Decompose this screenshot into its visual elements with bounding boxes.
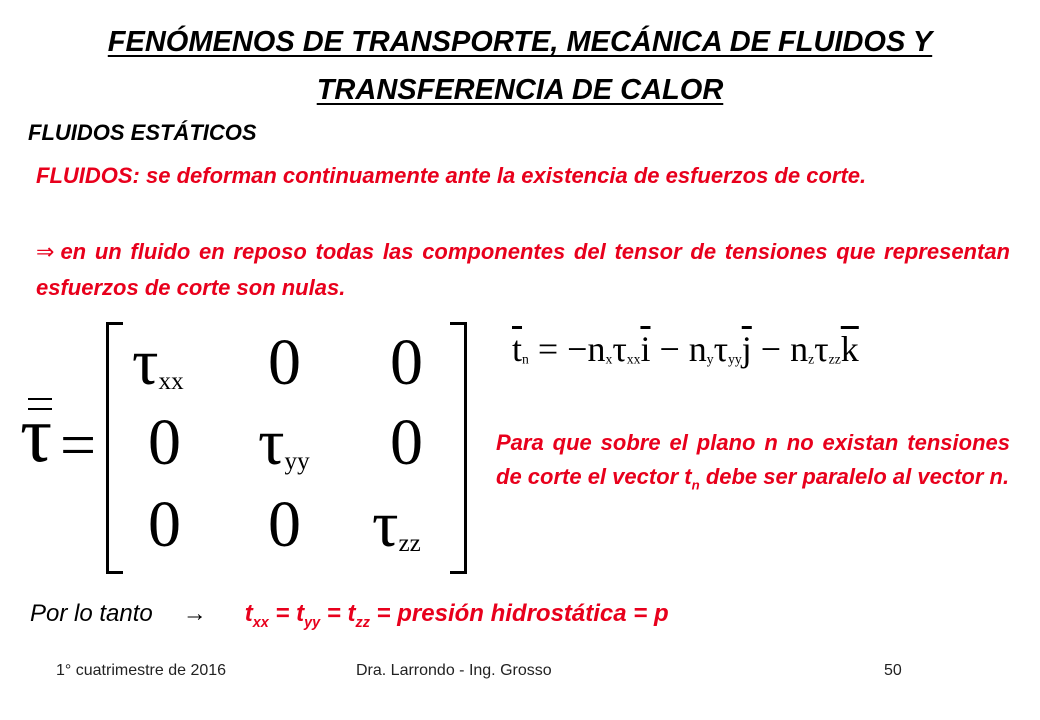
shear-condition-note: Para que sobre el plano n no existan tensiones de corte el vector $t_n$ debe ser paralelo al vector n. bbox=[496, 430, 1010, 493]
matrix-cell-xx: $\tau_{xx}$ bbox=[132, 326, 184, 399]
footer-authors: Dra. Larrondo - Ing. Grosso bbox=[356, 662, 552, 679]
tensor-symbol: τ bbox=[20, 391, 53, 479]
conclusion-lead: Por lo tanto bbox=[30, 600, 153, 627]
matrix-cell-xy: 0 bbox=[268, 326, 301, 399]
right-arrow-icon: → bbox=[182, 600, 207, 627]
title-line-1: FENÓMENOS DE TRANSPORTE, MECÁNICA DE FLUIDOS Y bbox=[107, 26, 933, 58]
matrix-cell-yy: $\tau_{yy}$ bbox=[258, 406, 310, 479]
matrix-right-bracket bbox=[450, 322, 467, 574]
implication-text bbox=[36, 234, 1010, 306]
matrix-cell-yx: 0 bbox=[148, 406, 181, 479]
matrix-left-bracket bbox=[106, 322, 123, 574]
slide-title bbox=[40, 18, 1000, 114]
matrix-cell-zz: $\tau_{zz}$ bbox=[372, 488, 421, 561]
footer-term: 1° cuatrimestre de 2016 bbox=[56, 662, 227, 679]
matrix-cell-zy: 0 bbox=[268, 488, 301, 561]
title-line-2: TRANSFERENCIA DE CALOR bbox=[316, 74, 724, 106]
tensor-equals: = bbox=[60, 409, 97, 480]
fluid-definition: FLUIDOS: se deforman continuamente ante la existencia de esfuerzos de corte. bbox=[36, 163, 867, 188]
footer-page-number: 50 bbox=[884, 662, 902, 679]
matrix-cell-yz: 0 bbox=[390, 406, 423, 479]
implies-arrow-icon: ⇒ bbox=[36, 239, 55, 264]
matrix-cell-xz: 0 bbox=[390, 326, 423, 399]
hydrostatic-pressure-statement: $t_{xx} = t_{yy} = t_{zz}$ = presión hidrostática = p bbox=[244, 600, 669, 631]
conclusion-line bbox=[30, 600, 669, 631]
section-heading: FLUIDOS ESTÁTICOS bbox=[28, 120, 257, 145]
implication-body: en un fluido en reposo todas las componentes del tensor de tensiones que representan esfuerzos de corte son nulas. bbox=[36, 239, 1010, 300]
traction-vector-equation: $\overline{t}_n = -n_x\tau_{xx}\overline{i} - n_y\tau_{yy}\overline{j} - n_z\tau_{zz}\overline{k}$ bbox=[512, 329, 859, 369]
double-bar-icon bbox=[28, 398, 52, 410]
matrix-cell-zx: 0 bbox=[148, 488, 181, 561]
